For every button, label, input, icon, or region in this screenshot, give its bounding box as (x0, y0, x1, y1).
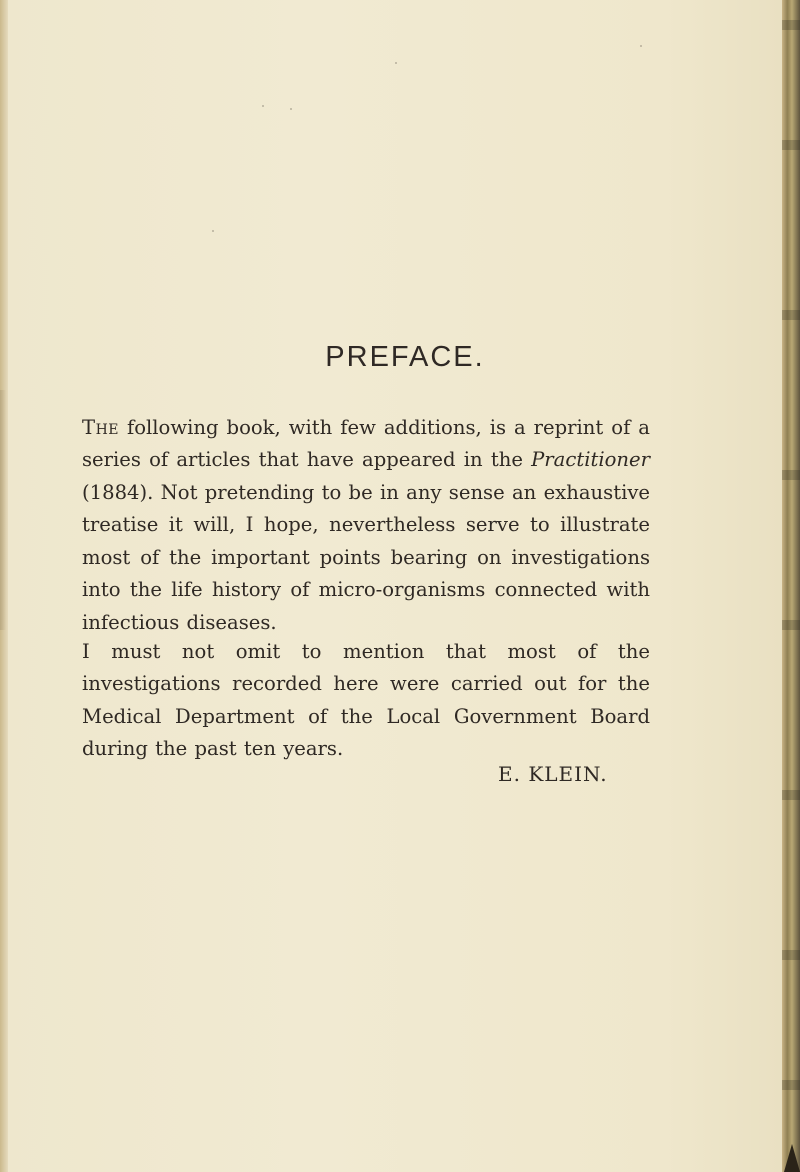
page-fold-shadow (0, 390, 6, 630)
paragraph-text: following book, with few additions, is a reprint of a series of articles that have appeared in the (82, 415, 650, 472)
paper-speck (290, 108, 292, 110)
author-signature: E. KLEIN. (498, 762, 608, 786)
edge-stripe (782, 20, 800, 30)
preface-paragraph-2: I must not omit to mention that most of the investigations recorded here were carried out for the Medical Department of the Local Government Board during the past ten years. (82, 639, 650, 761)
paper-speck (395, 62, 397, 64)
paper-speck (212, 230, 214, 232)
edge-stripe (782, 1080, 800, 1090)
paper-speck (640, 45, 642, 47)
edge-stripe (782, 620, 800, 630)
edge-stripe (782, 950, 800, 960)
paragraph-lead-word: The (82, 415, 119, 439)
paragraph-text: (1884). Not pretending to be in any sense an exhaustive treatise it will, I hope, nevertheless serve to illustrate most of the important points bearing on investigations into the life history of micro-organisms connected with infectious diseases. (82, 480, 650, 634)
edge-stripe (782, 310, 800, 320)
page-title: PREFACE. (325, 341, 485, 374)
paper-speck (262, 105, 264, 107)
edge-stripe (782, 140, 800, 150)
preface-paragraph-1 (82, 412, 650, 640)
edge-bottom-mark (784, 1144, 800, 1172)
journal-title: Practitioner (531, 448, 650, 472)
book-spine-edge (782, 0, 800, 1172)
edge-stripe (782, 470, 800, 480)
edge-stripe (782, 790, 800, 800)
